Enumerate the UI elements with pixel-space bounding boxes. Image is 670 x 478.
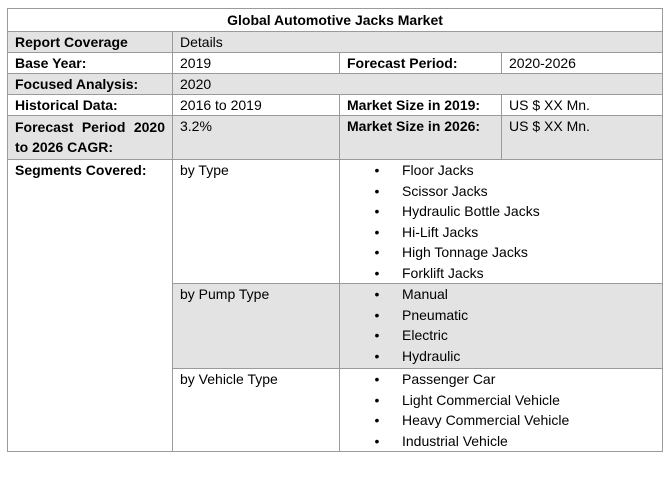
historical-data-row [8,95,663,116]
title-row [8,9,663,32]
report-coverage-row [8,32,663,53]
bullet-icon: • [374,391,380,408]
bullet-icon: • [374,286,380,302]
bullet-icon: • [374,327,380,343]
market-size-2019-label: Market Size in 2019: [340,95,502,116]
historical-data-label: Historical Data: [8,95,173,116]
segment-items-cell [340,369,663,452]
list-item: • Forklift Jacks [367,263,655,284]
bullet-icon: • [374,306,380,323]
segment-type-row [8,160,663,284]
cagr-row [8,116,663,160]
base-year-row [8,53,663,74]
list-item: • Hi-Lift Jacks [367,222,655,243]
market-size-2019-value: US $ XX Mn. [502,95,663,116]
report-coverage-label: Report Coverage [8,32,173,53]
list-item: • Hydraulic [367,346,655,367]
segment-list [347,160,655,283]
market-size-2026-label: Market Size in 2026: [340,116,502,160]
historical-data-value: 2016 to 2019 [173,95,340,116]
list-item: • Heavy Commercial Vehicle [367,410,655,431]
list-item: • High Tonnage Jacks [367,242,655,263]
forecast-period-label: Forecast Period: [340,53,502,74]
segment-list [347,369,655,451]
list-item: • Manual [367,284,655,305]
list-item: • Pneumatic [367,305,655,326]
report-coverage-value: Details [173,32,663,53]
focused-analysis-value: 2020 [173,74,663,95]
table-title: Global Automotive Jacks Market [8,9,663,32]
list-item: • Scissor Jacks [367,181,655,202]
list-item: • Industrial Vehicle [367,431,655,452]
segment-items-cell [340,284,663,369]
bullet-icon: • [374,432,380,449]
bullet-icon: • [374,182,380,199]
segment-list [347,284,655,366]
report-table [7,8,663,452]
forecast-period-value: 2020-2026 [502,53,663,74]
bullet-icon: • [374,223,380,240]
base-year-label: Base Year: [8,53,173,74]
bullet-icon: • [374,162,380,178]
list-item: • Light Commercial Vehicle [367,390,655,411]
segment-group-name: by Vehicle Type [173,369,340,452]
segment-items-cell [340,160,663,284]
list-item: • Passenger Car [367,369,655,390]
segment-group-name: by Pump Type [173,284,340,369]
list-item: • Floor Jacks [367,160,655,181]
list-item: • Electric [367,325,655,346]
focused-analysis-label: Focused Analysis: [8,74,173,95]
segment-group-name: by Type [173,160,340,284]
segments-covered-label: Segments Covered: [8,160,173,452]
list-item: • Hydraulic Bottle Jacks [367,201,655,222]
base-year-value: 2019 [173,53,340,74]
market-size-2026-value: US $ XX Mn. [502,116,663,160]
bullet-icon: • [374,371,380,387]
bullet-icon: • [374,244,380,260]
bullet-icon: • [374,412,380,428]
focused-analysis-row [8,74,663,95]
cagr-value: 3.2% [173,116,340,160]
cagr-label: Forecast Period 2020 to 2026 CAGR: [8,116,173,160]
bullet-icon: • [374,264,380,281]
bullet-icon: • [374,347,380,364]
bullet-icon: • [374,203,380,219]
